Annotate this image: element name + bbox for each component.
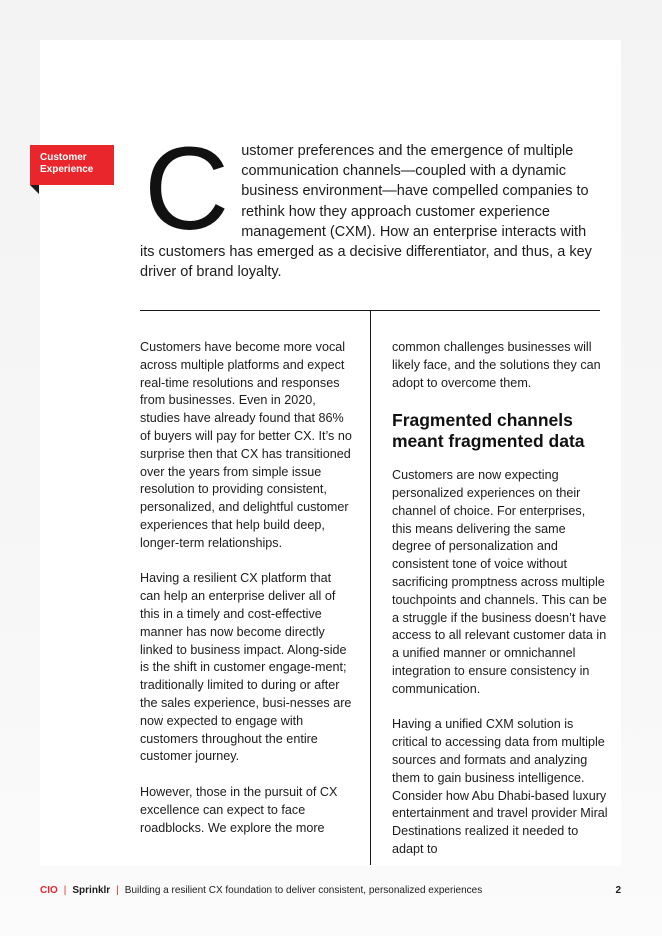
right-paragraph-0: common challenges businesses will likely face, and the solutions they can adopt to overcome them.: [392, 340, 601, 390]
right-column: [392, 339, 608, 877]
section-heading: Fragmented channels meant fragmented data: [392, 410, 585, 452]
column-divider: [370, 310, 371, 865]
footer-separator-1: |: [63, 885, 67, 896]
section-tag-line2: Experience: [40, 164, 94, 175]
left-paragraph-2: Having a resilient CX platform that can help an enterprise deliver all of this in a timely and cost-effective manner has now become directly linked to business impact. Along-side is the shift in customer engage-ment; traditionally limited to during or after the sales experience, busi-nesses are now expected to engage with customers throughout the entire customer journey.: [140, 571, 352, 764]
drop-cap: C: [144, 123, 230, 255]
page-number: 2: [615, 885, 621, 896]
right-paragraph-2: Having a unified CXM solution is critical to accessing data from multiple sources and formats and analyzing them to gain business intelligence. Consider how Abu Dhabi-based luxury entertainment and travel provider Miral Destinations realized it needed to adapt to: [392, 717, 608, 856]
left-column: [140, 339, 352, 855]
footer-separator-2: |: [116, 885, 119, 896]
page-footer: [40, 885, 621, 896]
section-tag: [30, 145, 114, 185]
cio-logo: CIO: [40, 885, 58, 896]
intro-paragraph: [140, 123, 602, 282]
intro-text: ustomer preferences and the emergence of multiple communication channels—coupled with a dynamic business environment—have compelled companies to rethink how they approach customer experience management (CXM). How an enterprise interacts with its customers has emerged as a decisive differentiator, and thus, a key driver of brand loyalty.: [140, 143, 592, 281]
section-tag-line1: Customer: [40, 152, 87, 163]
left-paragraph-1: Customers have become more vocal across multiple platforms and expect real-time resolutions and responses from businesses. Even in 2020, studies have already found that 86% of buyers will pay for better CX. It’s no surprise then that CX has transitioned over the years from simple issue resolution to providing consistent, personalized, and delightful customer experiences that help build deep, longer-term relationships.: [140, 340, 352, 550]
footer-title: Building a resilient CX foundation to deliver consistent, personalized experiences: [124, 885, 483, 896]
left-paragraph-3: However, those in the pursuit of CX excellence can expect to face roadblocks. We explore the more: [140, 784, 338, 835]
sprinklr-logo: Sprinklr: [72, 885, 111, 896]
section-tag-fold: [30, 185, 39, 194]
right-paragraph-1: Customers are now expecting personalized experiences on their channel of choice. For enterprises, this means delivering the same degree of personalization and consistent tone of voice without sacrificing promptness across multiple touchpoints and channels. This can be a struggle if the business doesn’t have access to all relevant customer data in a unified manner or omnichannel integration to ensure consistency in communication.: [392, 468, 607, 696]
